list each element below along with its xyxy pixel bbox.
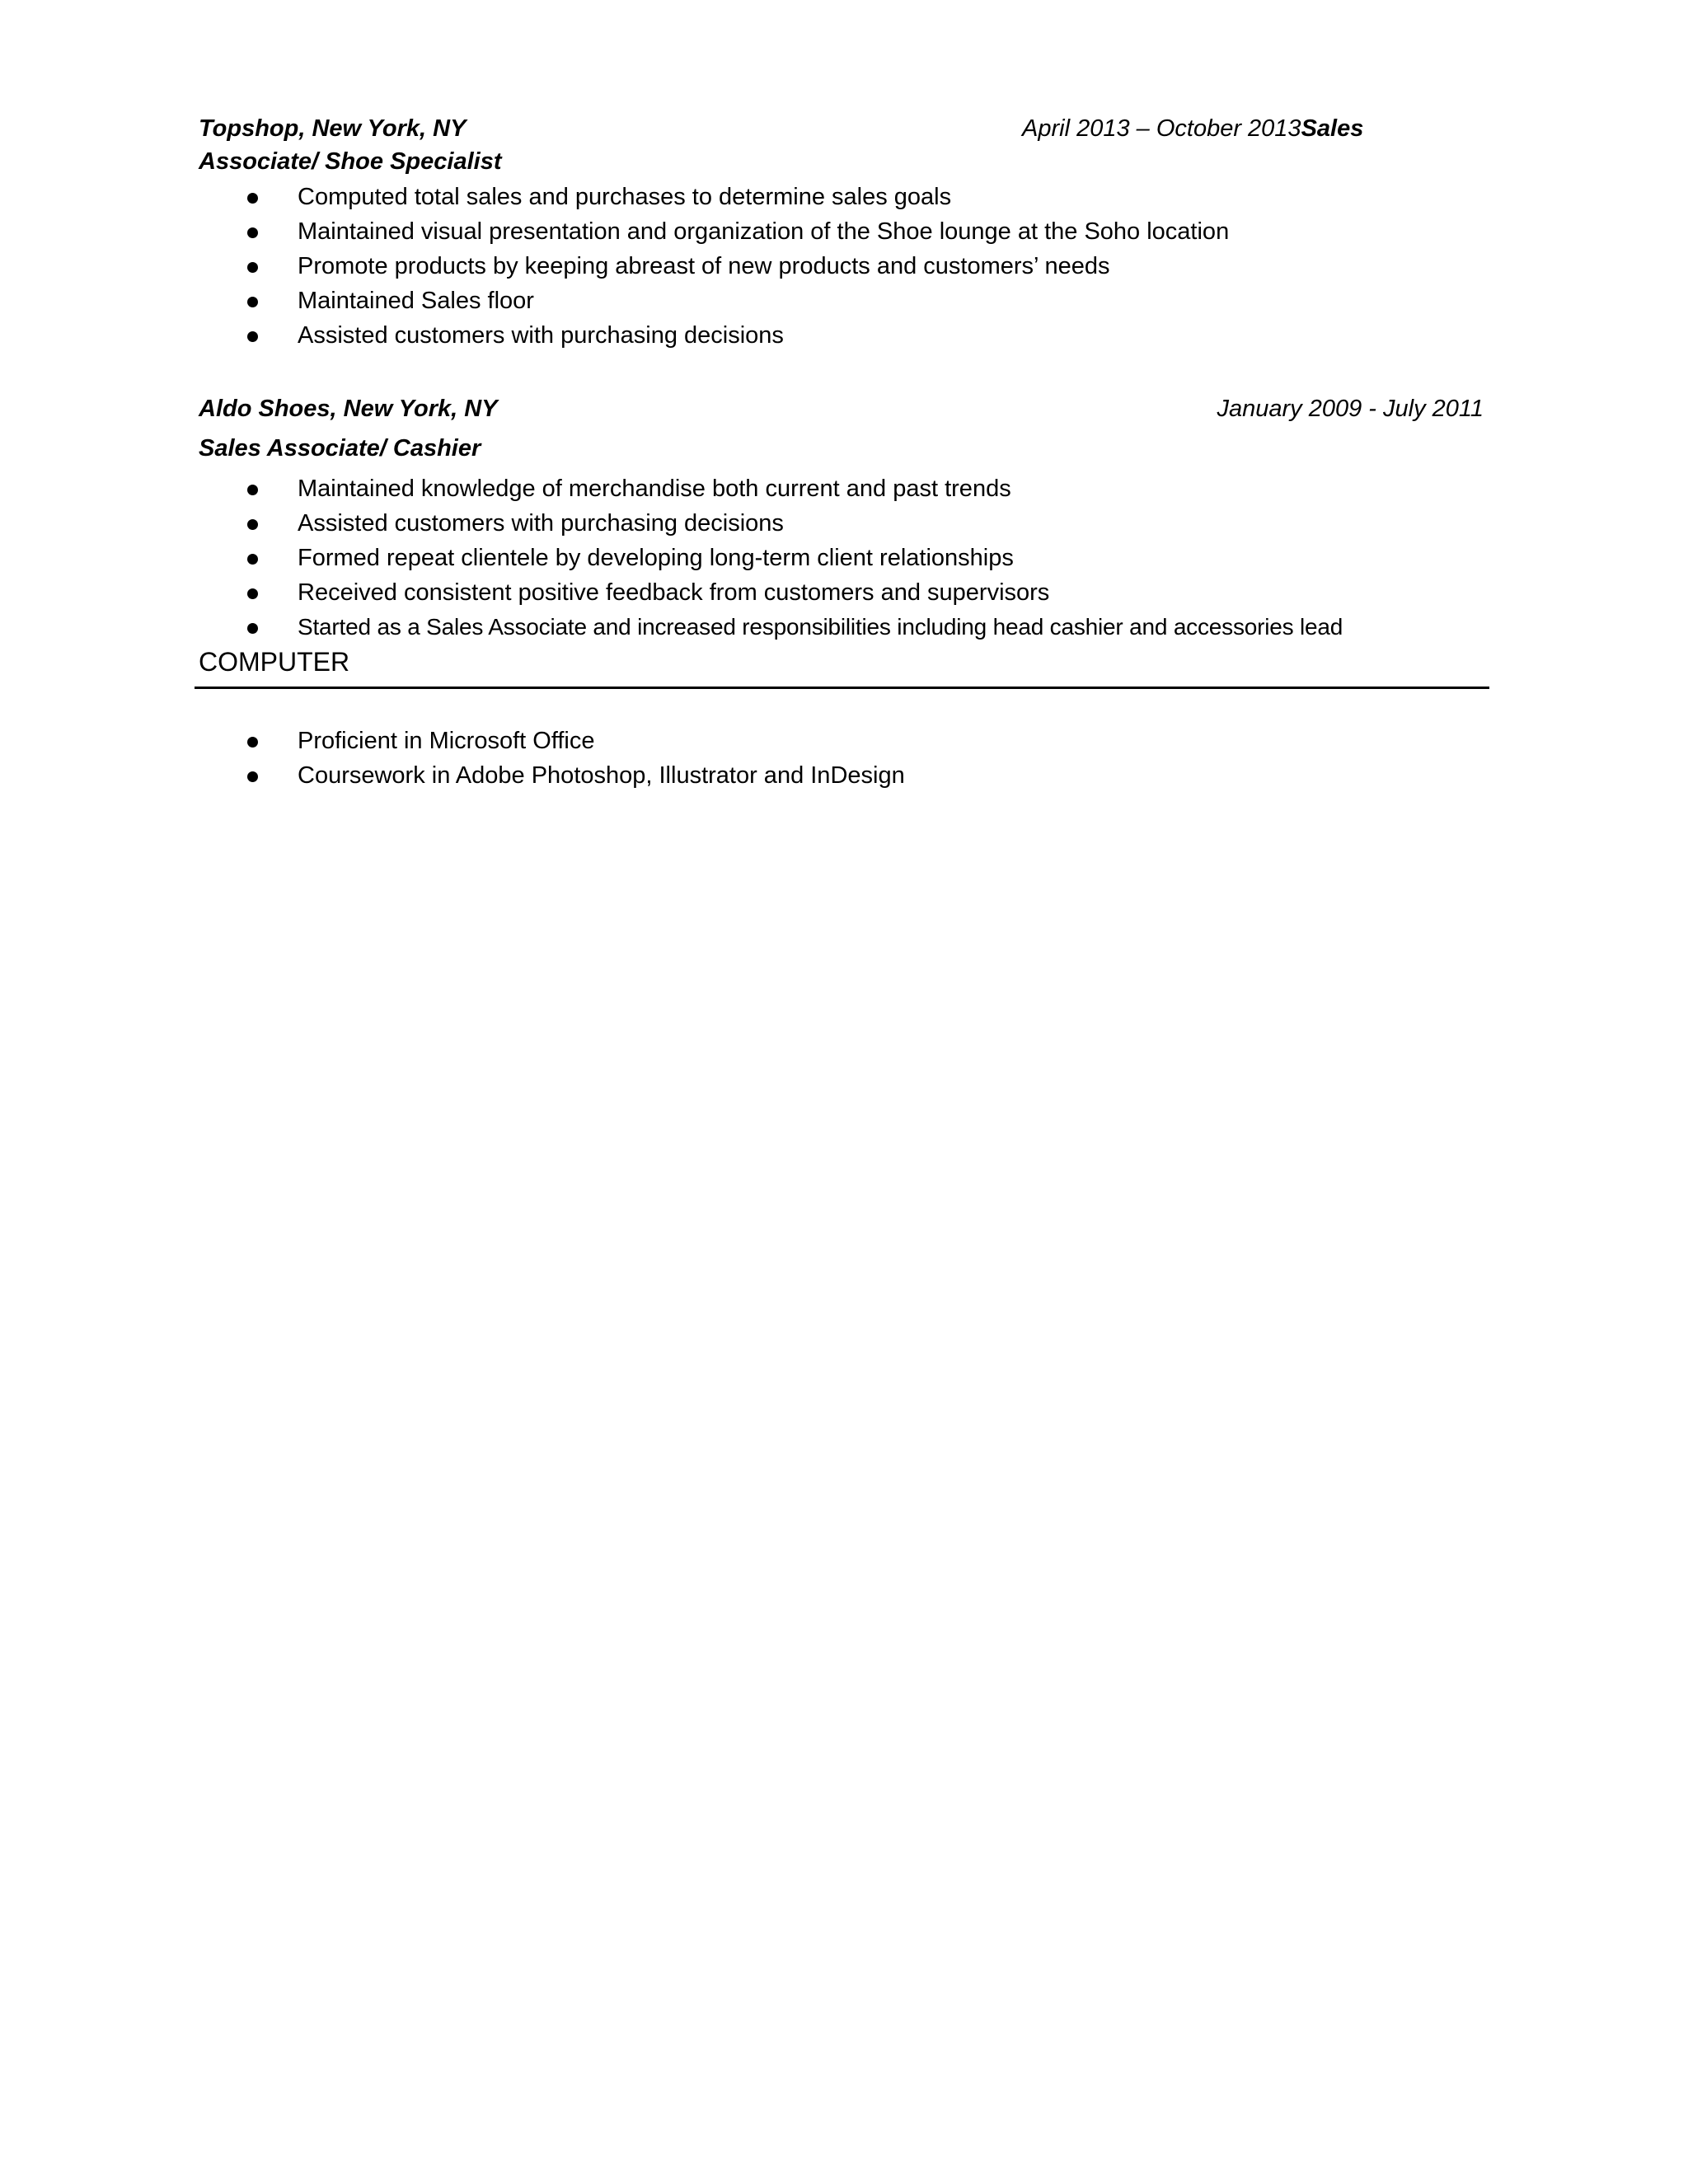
job-1-title-part2: Associate/ Shoe Specialist	[199, 148, 502, 175]
resume-page: Topshop, New York, NY April 2013 – October 2013Sales Associate/ Shoe Specialist Computed total sales and purchases to determine sales goals Maintained visual presentation and organization of the Shoe lounge at the Soho location Promote products by keeping abreast of new products and customers’ needs Maintained Sales floor Assisted customers with purchasing decisions Aldo Shoes, New York, NY January 2009 - July 2011 Sales Associate/ Cashier Maintained knowledge of merchandise both current and past trends Assisted customers with purchasing decisions Formed repeat clientele by developing long-term client relationships Received consistent positive feedback from customers and supervisors Started as a Sales Associate and increased responsibilities including head cashier and accessories lead COMPUTER Proficient in Microsoft Office Coursework in Adobe Photoshop, Illustrator and InDesign	[0, 0, 1688, 2184]
section-divider	[195, 687, 1489, 689]
bullet-icon	[247, 519, 258, 530]
job-1-dates: April 2013 – October 2013	[1022, 115, 1301, 142]
bullet-icon	[247, 623, 258, 634]
bullet-icon	[247, 331, 258, 342]
job-2-title: Sales Associate/ Cashier	[199, 435, 481, 462]
job-1-employer: Topshop, New York, NY	[199, 115, 467, 142]
bullet-icon	[247, 588, 258, 599]
bullet-icon	[247, 297, 258, 307]
bullet-icon	[247, 771, 258, 782]
job-2-dates: January 2009 - July 2011	[1217, 396, 1484, 422]
bullet-icon	[247, 737, 258, 748]
job-1-dates-line	[1022, 114, 1451, 143]
bullet-icon	[247, 554, 258, 565]
job-2-employer: Aldo Shoes, New York, NY	[199, 396, 498, 422]
job-1-title-part1: Sales	[1301, 115, 1364, 142]
bullet-icon	[247, 227, 258, 238]
bullet-icon	[247, 262, 258, 273]
computer-heading: COMPUTER	[199, 647, 350, 677]
bullet-icon	[247, 193, 258, 204]
bullet-icon	[247, 485, 258, 495]
